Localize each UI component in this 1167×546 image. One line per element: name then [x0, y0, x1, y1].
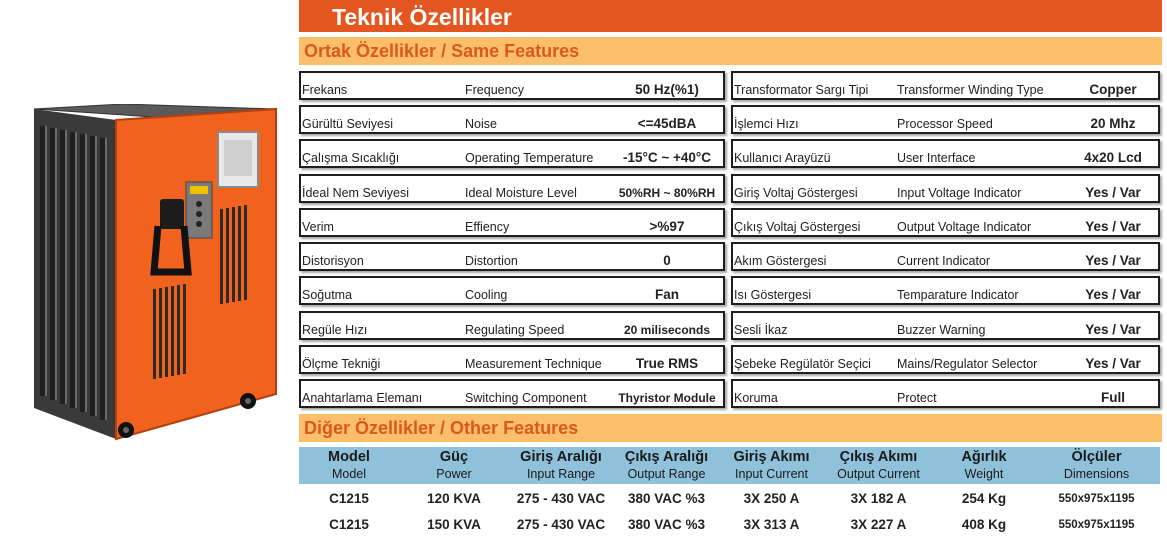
column-header-tr: Çıkış Aralığı: [624, 449, 709, 465]
cell-output-range: 380 VAC %3: [627, 517, 706, 532]
column-header-tr: Ağırlık: [961, 449, 1007, 465]
column-header-tr: Giriş Akımı: [733, 449, 810, 465]
spec-value: Fan: [654, 287, 679, 302]
spec-row-buzzer-warning: [731, 311, 1160, 340]
other-features-title: Diğer Özellikler / Other Features: [304, 418, 579, 438]
spec-row-user-interface: [731, 139, 1160, 168]
spec-label-en: Buzzer Warning: [897, 323, 986, 337]
spec-row-output-voltage-indicator: [731, 208, 1160, 237]
spec-label-tr: Frekans: [302, 83, 348, 97]
spec-label-tr: Distorisyon: [302, 254, 364, 268]
spec-label-tr: Soğutma: [302, 288, 353, 302]
spec-value: >%97: [649, 219, 685, 234]
spec-label-en: Temparature Indicator: [897, 288, 1019, 302]
spec-row-processor-speed: [731, 105, 1160, 134]
column-header-tr: Güç: [439, 449, 469, 465]
spec-label-en: Measurement Technique: [465, 357, 602, 371]
cell-input-current: 3X 250 A: [743, 491, 800, 506]
spec-value: Yes / Var: [1085, 356, 1141, 371]
spec-row-noise: [299, 105, 725, 134]
same-features-title: Ortak Özellikler / Same Features: [304, 41, 580, 61]
cell-output-current: 3X 182 A: [850, 491, 907, 506]
spec-row-cooling: [299, 276, 725, 305]
page-title-bar: [299, 0, 1162, 32]
spec-value: -15°C ~ +40°C: [622, 150, 712, 165]
spec-label-tr: Kullanıcı Arayüzü: [734, 151, 831, 165]
cell-weight: 254 Kg: [961, 491, 1007, 506]
spec-label-en: Noise: [465, 117, 497, 131]
spec-label-en: Switching Component: [465, 391, 587, 405]
spec-row-current-indicator: [731, 242, 1160, 271]
spec-label-en: Regulating Speed: [465, 323, 565, 337]
cell-input-current: 3X 313 A: [743, 517, 800, 532]
spec-value: True RMS: [635, 356, 699, 371]
cell-weight: 408 Kg: [961, 517, 1007, 532]
spec-row-mains-regulator-selector: [731, 345, 1160, 374]
spec-value: 20 Mhz: [1090, 116, 1136, 131]
spec-label-en: Processor Speed: [897, 117, 993, 131]
column-header-en: Output Current: [837, 467, 920, 481]
spec-label-tr: Transformator Sargı Tipi: [734, 83, 869, 97]
column-header-output-range: [619, 447, 714, 482]
spec-label-en: Transformer Winding Type: [897, 83, 1044, 97]
column-header-tr: Ölçüler: [1071, 449, 1122, 465]
spec-row-temperature-indicator: [731, 276, 1160, 305]
spec-row-efficiency: [299, 208, 725, 237]
column-header-tr: Çıkış Akımı: [839, 449, 918, 465]
spec-label-en: Input Voltage Indicator: [897, 186, 1022, 200]
cell-input-range: 275 - 430 VAC: [516, 491, 606, 506]
spec-value: Copper: [1089, 82, 1137, 97]
spec-label-en: Mains/Regulator Selector: [897, 357, 1038, 371]
product-image: [28, 104, 290, 446]
spec-value: Thyristor Module: [618, 391, 716, 405]
spec-row-winding-type: [731, 71, 1160, 100]
column-header-tr: Model: [328, 449, 370, 465]
spec-label-tr: İdeal Nem Seviyesi: [302, 186, 409, 200]
spec-label-tr: Giriş Voltaj Göstergesi: [734, 186, 858, 200]
table-row: [299, 487, 1160, 511]
column-header-en: Input Range: [526, 467, 596, 481]
spec-label-en: Current Indicator: [897, 254, 991, 268]
spec-row-measurement-technique: [299, 345, 725, 374]
column-header-input-range: [511, 447, 611, 482]
spec-label-en: Frequency: [465, 83, 525, 97]
cell-output-range: 380 VAC %3: [627, 491, 706, 506]
spec-value: 50 Hz(%1): [635, 82, 699, 97]
spec-value: Yes / Var: [1085, 287, 1141, 302]
spec-value: Yes / Var: [1085, 185, 1141, 200]
spec-row-protect: [731, 379, 1160, 408]
column-header-en: Dimensions: [1063, 467, 1130, 481]
other-features-heading: [299, 414, 1162, 442]
cell-dimensions: 550x975x1195: [1058, 493, 1135, 505]
spec-label-tr: Gürültü Seviyesi: [302, 117, 394, 131]
column-header-en: Output Range: [627, 467, 706, 481]
cell-power: 150 KVA: [427, 517, 481, 532]
spec-value: 20 miliseconds: [623, 323, 711, 337]
column-header-output-current: [826, 447, 931, 482]
column-header-tr: Giriş Aralığı: [520, 449, 602, 465]
spec-row-switching-component: [299, 379, 725, 408]
spec-label-tr: Çıkış Voltaj Göstergesi: [734, 220, 861, 234]
column-header-model: [309, 447, 389, 482]
spec-label-tr: Çalışma Sıcaklığı: [302, 151, 400, 165]
cell-dimensions: 550x975x1195: [1058, 519, 1135, 531]
column-header-en: Input Current: [735, 467, 808, 481]
spec-label-en: Output Voltage Indicator: [897, 220, 1032, 234]
spec-label-en: Cooling: [465, 288, 508, 302]
spec-value: 4x20 Lcd: [1084, 150, 1142, 165]
spec-row-moisture-level: [299, 174, 725, 203]
column-header-en: Model: [331, 467, 367, 481]
spec-label-en: User Interface: [897, 151, 976, 165]
cell-input-range: 275 - 430 VAC: [516, 517, 606, 532]
spec-label-tr: Regüle Hızı: [302, 323, 368, 337]
models-table-header: [299, 447, 1160, 484]
column-header-dimensions: [1039, 447, 1154, 482]
spec-value: <=45dBA: [637, 116, 697, 131]
spec-label-en: Distortion: [465, 254, 518, 268]
spec-value: 50%RH ~ 80%RH: [618, 186, 716, 200]
cell-model: C1215: [329, 517, 369, 532]
column-header-en: Power: [436, 467, 472, 481]
spec-label-tr: Ölçme Tekniği: [302, 357, 381, 371]
spec-label-tr: Isı Göstergesi: [734, 288, 812, 302]
column-header-weight: [939, 447, 1029, 482]
cell-output-current: 3X 227 A: [850, 517, 907, 532]
spec-value: Yes / Var: [1085, 322, 1141, 337]
spec-label-tr: Koruma: [734, 391, 778, 405]
spec-row-frequency: [299, 71, 725, 100]
same-features-heading: [299, 37, 1162, 65]
spec-label-tr: İşlemci Hızı: [734, 117, 799, 131]
cell-power: 120 KVA: [427, 491, 481, 506]
spec-row-distortion: [299, 242, 725, 271]
spec-row-regulating-speed: [299, 311, 725, 340]
spec-label-tr: Şebeke Regülatör Seçici: [734, 357, 871, 371]
spec-label-tr: Sesli İkaz: [734, 323, 788, 337]
column-header-input-current: [724, 447, 819, 482]
cell-model: C1215: [329, 491, 369, 506]
spec-label-en: Effiency: [465, 220, 510, 234]
spec-label-tr: Verim: [302, 220, 334, 234]
spec-value: 0: [663, 253, 671, 268]
page-title: Teknik Özellikler: [332, 4, 512, 30]
spec-label-tr: Akım Göstergesi: [734, 254, 827, 268]
spec-row-operating-temperature: [299, 139, 725, 168]
spec-row-input-voltage-indicator: [731, 174, 1160, 203]
table-row: [299, 513, 1160, 537]
column-header-power: [414, 447, 494, 482]
spec-label-en: Ideal Moisture Level: [465, 186, 577, 200]
spec-label-tr: Anahtarlama Elemanı: [302, 391, 423, 405]
spec-label-en: Operating Temperature: [465, 151, 594, 165]
column-header-en: Weight: [964, 467, 1004, 481]
spec-value: Yes / Var: [1085, 253, 1141, 268]
spec-value: Full: [1101, 390, 1125, 405]
spec-label-en: Protect: [897, 391, 937, 405]
spec-value: Yes / Var: [1085, 219, 1141, 234]
